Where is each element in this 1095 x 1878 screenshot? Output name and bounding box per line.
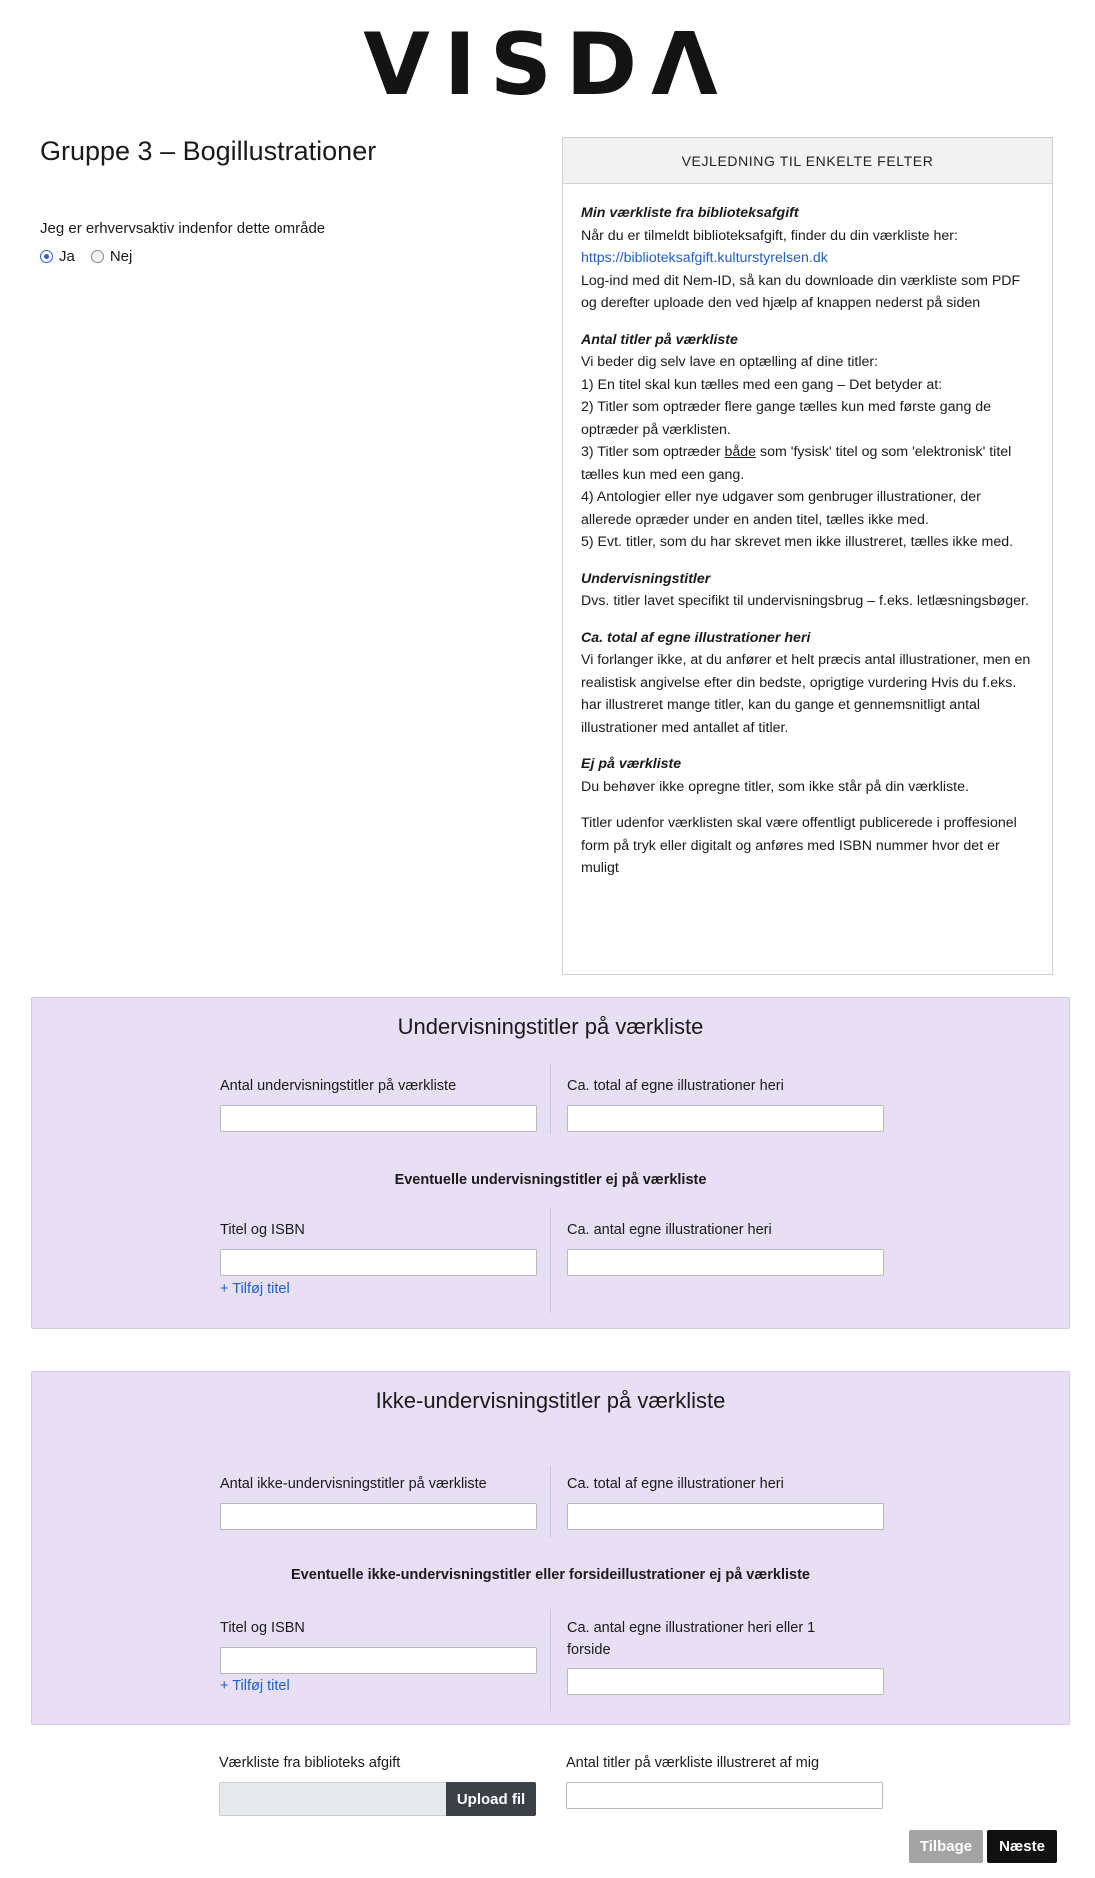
radio-no-label: Nej (109, 248, 133, 265)
employment-radio-group (40, 248, 142, 265)
guide-text: Du behøver ikke opregne titler, som ikke står på din værkliste. (581, 778, 969, 795)
non-teaching-title-isbn-label: Titel og ISBN (220, 1620, 305, 1636)
column-divider (550, 1609, 551, 1711)
guide-text: Vi forlanger ikke, at du anfører et helt præcis antal illustrationer, men en realistisk angivelse efter din bedste, oprigtige vurdering Hvis du f.eks. har illustreret mange titler, kan du gange et gennemsnitligt antal illustrationer med antallet af titler. (581, 652, 1031, 736)
visda-logo: VISDΛ (363, 15, 732, 115)
teaching-titles-panel (31, 997, 1070, 1329)
non-teaching-titles-panel (31, 1371, 1070, 1725)
next-button[interactable]: Næste (987, 1830, 1057, 1863)
guide-text: Log-ind med dit Nem-ID, så kan du downloade din værkliste som PDF og derefter uploade den ved hjælp af knappen nederst på siden (581, 272, 1021, 311)
panel-title: Ikke-undervisningstitler på værkliste (375, 1388, 726, 1413)
employment-question-label: Jeg er erhvervsaktiv indenfor dette område (40, 220, 326, 237)
teaching-extra-subheading: Eventuelle undervisningstitler ej på værkliste (394, 1172, 707, 1188)
column-divider (550, 1208, 551, 1313)
upload-filename-field[interactable] (219, 1782, 446, 1816)
column-divider (550, 1064, 551, 1134)
guide-heading-total: Ca. total af egne illustrationer heri (581, 629, 811, 646)
teaching-count-label: Antal undervisningstitler på værkliste (220, 1078, 457, 1094)
non-teaching-title-isbn-input[interactable] (220, 1647, 537, 1674)
illustrated-titles-count-input[interactable] (566, 1782, 883, 1809)
non-teaching-extra-subheading: Eventuelle ikke-undervisningstitler eller forsideillustrationer ej på værkliste (291, 1567, 810, 1583)
biblioteksafgift-link[interactable]: https://biblioteksafgift.kulturstyrelsen.dk (581, 250, 828, 266)
radio-no[interactable] (91, 250, 104, 263)
worklist-upload (219, 1782, 536, 1816)
guide-text: 1) En titel skal kun tælles med een gang – Det betyder at: (581, 376, 943, 393)
non-teaching-count-input[interactable] (220, 1503, 537, 1530)
teaching-count-input[interactable] (220, 1105, 537, 1132)
guide-text: Vi beder dig selv lave en optælling af dine titler: (581, 354, 879, 370)
teaching-total-label: Ca. total af egne illustrationer heri (567, 1078, 784, 1094)
guide-text: 3) Titler som optræder både som 'fysisk' titel og som 'elektronisk' titel tælles kun med een gang. (581, 444, 1012, 483)
guide-heading-not-on-list: Ej på værkliste (581, 756, 682, 772)
back-button[interactable]: Tilbage (909, 1830, 983, 1863)
non-teaching-total-label: Ca. total af egne illustrationer heri (567, 1476, 784, 1492)
guide-text: Titler udenfor værklisten skal være offentligt publicerede i proffesionel form på tryk eller digitalt og anføres med ISBN nummer hvor det er muligt (581, 815, 1017, 876)
guide-text: 4) Antologier eller nye udgaver som genbruger illustrationer, der allerede opræder under en anden titel, tælles ikke med. (581, 489, 981, 528)
teaching-total-input[interactable] (567, 1105, 884, 1132)
teaching-illus-count-input[interactable] (567, 1249, 884, 1276)
upload-file-button[interactable]: Upload fil (446, 1782, 536, 1816)
teaching-title-isbn-label: Titel og ISBN (220, 1222, 305, 1238)
non-teaching-illus-count-input[interactable] (567, 1668, 884, 1695)
non-teaching-total-input[interactable] (567, 1503, 884, 1530)
radio-yes[interactable] (40, 250, 53, 263)
panel-title: Undervisningstitler på værkliste (397, 1014, 704, 1039)
teaching-title-isbn-input[interactable] (220, 1249, 537, 1276)
non-teaching-count-label: Antal ikke-undervisningstitler på værkliste (220, 1476, 487, 1492)
guide-text: Dvs. titler lavet specifikt til undervisningsbrug – f.eks. letlæsningsbøger. (581, 593, 1029, 609)
non-teaching-illus-count-label: Ca. antal egne illustrationer heri eller 1 forside (567, 1620, 816, 1658)
teaching-illus-count-label: Ca. antal egne illustrationer heri (567, 1222, 772, 1238)
radio-yes-label: Ja (59, 248, 75, 265)
guidance-panel (562, 137, 1053, 975)
page-title: Gruppe 3 – Bogillustrationer (40, 136, 377, 166)
non-teaching-add-title-link[interactable]: + Tilføj titel (220, 1678, 290, 1694)
guide-heading-worklist: Min værkliste fra biblioteksafgift (581, 205, 799, 221)
guide-heading-teaching: Undervisningstitler (581, 570, 711, 587)
teaching-add-title-link[interactable]: + Tilføj titel (220, 1281, 290, 1297)
guide-text: Når du er tilmeldt biblioteksafgift, finder du din værkliste her: (581, 227, 958, 244)
column-divider (550, 1466, 551, 1538)
illustrated-titles-count-label: Antal titler på værkliste illustreret af mig (566, 1755, 820, 1771)
guide-heading-count: Antal titler på værkliste (581, 331, 738, 348)
guide-text: 2) Titler som optræder flere gange tælles kun med første gang de optræder på værklisten. (581, 399, 992, 438)
guidance-header: VEJLEDNING TIL ENKELTE FELTER (563, 138, 1052, 184)
worklist-upload-label: Værkliste fra biblioteks afgift (219, 1755, 401, 1771)
guide-text: 5) Evt. titler, som du har skrevet men ikke illustreret, tælles ikke med. (581, 534, 1014, 550)
